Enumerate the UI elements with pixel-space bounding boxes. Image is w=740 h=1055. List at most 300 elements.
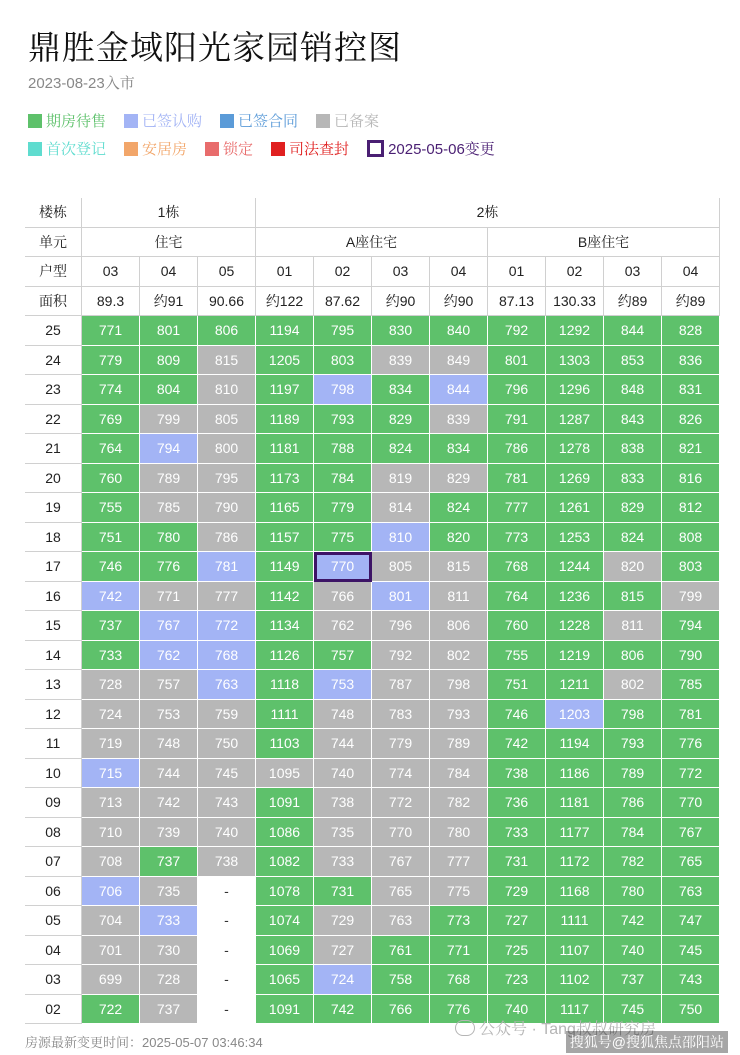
unit-cell: 834: [372, 375, 430, 405]
unit-cell: 735: [314, 818, 372, 848]
legend-item: [28, 110, 106, 131]
header-unit: A座住宅: [256, 228, 488, 258]
unit-cell: 1111: [256, 700, 314, 730]
unit-cell: 800: [198, 434, 256, 464]
legend-row-1: [28, 110, 397, 131]
unit-cell: 1165: [256, 493, 314, 523]
unit-cell: 755: [82, 493, 140, 523]
unit-cell: 777: [198, 582, 256, 612]
unit-cell: 815: [604, 582, 662, 612]
unit-cell: 781: [198, 552, 256, 582]
unit-cell: 745: [198, 759, 256, 789]
unit-cell: 808: [662, 523, 720, 553]
unit-cell: 745: [662, 936, 720, 966]
unit-cell: 699: [82, 965, 140, 995]
unit-cell: 819: [372, 464, 430, 494]
unit-cell: 1194: [256, 316, 314, 346]
unit-cell: 848: [604, 375, 662, 405]
unit-cell: 704: [82, 906, 140, 936]
unit-cell: 733: [314, 847, 372, 877]
header-area: 约91: [140, 287, 198, 317]
floor-label: 07: [25, 847, 82, 877]
unit-cell: 792: [372, 641, 430, 671]
unit-cell: 1177: [546, 818, 604, 848]
unit-cell: 746: [488, 700, 546, 730]
header-type: 04: [140, 257, 198, 287]
floor-label: 06: [25, 877, 82, 907]
color-swatch-icon: [271, 142, 285, 156]
header-type: 01: [488, 257, 546, 287]
floor-label: 24: [25, 346, 82, 376]
unit-cell: 760: [82, 464, 140, 494]
floor-label: 22: [25, 405, 82, 435]
unit-cell: 772: [662, 759, 720, 789]
header-area: 约89: [662, 287, 720, 317]
unit-cell: 739: [140, 818, 198, 848]
unit-cell: 810: [372, 523, 430, 553]
wechat-icon: [455, 1020, 475, 1036]
unit-cell: 830: [372, 316, 430, 346]
unit-cell: 776: [662, 729, 720, 759]
header-type: 03: [372, 257, 430, 287]
floor-label: 02: [25, 995, 82, 1025]
unit-cell: 816: [662, 464, 720, 494]
unit-cell: 1117: [546, 995, 604, 1025]
floor-label: 04: [25, 936, 82, 966]
unit-cell: 853: [604, 346, 662, 376]
unit-cell: 1103: [256, 729, 314, 759]
unit-cell: 798: [430, 670, 488, 700]
unit-cell: 779: [82, 346, 140, 376]
unit-cell: 744: [314, 729, 372, 759]
unit-cell: 766: [372, 995, 430, 1025]
unit-cell: 1296: [546, 375, 604, 405]
unit-cell: 770: [372, 818, 430, 848]
unit-cell: 799: [140, 405, 198, 435]
legend-item: [220, 110, 298, 131]
unit-cell: 785: [140, 493, 198, 523]
unit-cell: 792: [488, 316, 546, 346]
page-title: 鼎胜金域阳光家园销控图: [28, 29, 402, 66]
unit-cell: 738: [488, 759, 546, 789]
unit-cell: 765: [662, 847, 720, 877]
unit-cell: 802: [430, 641, 488, 671]
unit-cell: 790: [662, 641, 720, 671]
unit-cell: 784: [604, 818, 662, 848]
unit-cell: 772: [372, 788, 430, 818]
unit-cell: 1111: [546, 906, 604, 936]
unit-cell: 743: [662, 965, 720, 995]
floor-label: 05: [25, 906, 82, 936]
unit-cell: 829: [372, 405, 430, 435]
floor-label: 23: [25, 375, 82, 405]
unit-cell: 748: [314, 700, 372, 730]
unit-cell: 1278: [546, 434, 604, 464]
unit-cell: 1197: [256, 375, 314, 405]
unit-cell: 776: [430, 995, 488, 1025]
unit-cell: 753: [140, 700, 198, 730]
floor-label: 18: [25, 523, 82, 553]
unit-cell: 811: [604, 611, 662, 641]
unit-cell: 738: [198, 847, 256, 877]
unit-cell: 765: [372, 877, 430, 907]
floor-label: 20: [25, 464, 82, 494]
unit-cell: 1126: [256, 641, 314, 671]
unit-cell: 793: [314, 405, 372, 435]
last-update-time: 房源最新变更时间：2025-05-07 03:46:34: [25, 1035, 263, 1050]
legend-item: [271, 138, 349, 159]
legend-label: 已备案: [334, 113, 380, 130]
outline-swatch-icon: [367, 140, 384, 157]
header-area: 约90: [430, 287, 488, 317]
unit-cell: 789: [140, 464, 198, 494]
unit-cell: 751: [488, 670, 546, 700]
floor-label: 25: [25, 316, 82, 346]
unit-cell: 820: [604, 552, 662, 582]
unit-cell: 740: [198, 818, 256, 848]
unit-cell: 811: [430, 582, 488, 612]
sohu-watermark: 搜狐号@搜狐焦点邵阳站: [566, 1031, 728, 1053]
unit-cell: 775: [430, 877, 488, 907]
unit-cell: 763: [372, 906, 430, 936]
unit-cell: 733: [488, 818, 546, 848]
unit-cell: 768: [430, 965, 488, 995]
color-swatch-icon: [124, 114, 138, 128]
header-type: 01: [256, 257, 314, 287]
floor-label: 15: [25, 611, 82, 641]
unit-cell: 824: [430, 493, 488, 523]
unit-cell: 779: [372, 729, 430, 759]
unit-cell: 758: [372, 965, 430, 995]
unit-cell: 787: [372, 670, 430, 700]
legend-item: [124, 138, 187, 159]
unit-cell: 1134: [256, 611, 314, 641]
floor-label: 16: [25, 582, 82, 612]
color-swatch-icon: [316, 114, 330, 128]
unit-cell: 1149: [256, 552, 314, 582]
unit-cell: 812: [662, 493, 720, 523]
legend-item: [28, 138, 106, 159]
unit-cell: 1102: [546, 965, 604, 995]
floor-label: 21: [25, 434, 82, 464]
unit-cell: 729: [314, 906, 372, 936]
unit-cell: -: [198, 936, 256, 966]
unit-cell: 805: [198, 405, 256, 435]
header-type: 04: [430, 257, 488, 287]
header-type: 03: [604, 257, 662, 287]
unit-cell: 1086: [256, 818, 314, 848]
unit-cell: 791: [488, 405, 546, 435]
floor-label: 10: [25, 759, 82, 789]
unit-cell: 780: [604, 877, 662, 907]
header-type: 03: [82, 257, 140, 287]
unit-cell: 737: [140, 847, 198, 877]
header-area: 89.3: [82, 287, 140, 317]
unit-cell: 742: [314, 995, 372, 1025]
unit-cell: 786: [604, 788, 662, 818]
unit-cell: 1168: [546, 877, 604, 907]
floor-label: 09: [25, 788, 82, 818]
floor-label: 17: [25, 552, 82, 582]
unit-cell: 806: [198, 316, 256, 346]
legend-row-2: [28, 138, 513, 159]
unit-cell: 775: [314, 523, 372, 553]
header-building: 1栋: [82, 198, 256, 228]
unit-cell: 828: [662, 316, 720, 346]
unit-cell: 744: [140, 759, 198, 789]
unit-cell: 834: [430, 434, 488, 464]
unit-cell: 782: [430, 788, 488, 818]
unit-cell: 772: [198, 611, 256, 641]
unit-cell: 849: [430, 346, 488, 376]
unit-cell: 1189: [256, 405, 314, 435]
color-swatch-icon: [205, 142, 219, 156]
header-area: 约89: [604, 287, 662, 317]
unit-cell: 742: [82, 582, 140, 612]
unit-cell: 1186: [546, 759, 604, 789]
unit-cell: 815: [198, 346, 256, 376]
unit-cell: 1065: [256, 965, 314, 995]
unit-cell: 1157: [256, 523, 314, 553]
unit-cell: 786: [488, 434, 546, 464]
unit-cell: 789: [430, 729, 488, 759]
unit-cell: 829: [604, 493, 662, 523]
unit-cell: 706: [82, 877, 140, 907]
unit-cell: 795: [314, 316, 372, 346]
unit-cell: 735: [140, 877, 198, 907]
unit-cell: 820: [430, 523, 488, 553]
unit-cell: 844: [604, 316, 662, 346]
unit-cell: 737: [604, 965, 662, 995]
unit-cell: 802: [604, 670, 662, 700]
color-swatch-icon: [220, 114, 234, 128]
unit-cell: -: [198, 877, 256, 907]
unit-cell: 801: [488, 346, 546, 376]
unit-cell: 740: [314, 759, 372, 789]
unit-cell: 715: [82, 759, 140, 789]
unit-cell: 1107: [546, 936, 604, 966]
unit-cell: 1205: [256, 346, 314, 376]
unit-cell: 719: [82, 729, 140, 759]
unit-cell: 829: [430, 464, 488, 494]
unit-cell: 766: [314, 582, 372, 612]
unit-cell: 806: [430, 611, 488, 641]
unit-cell: 763: [662, 877, 720, 907]
unit-cell: 779: [314, 493, 372, 523]
unit-cell: 840: [430, 316, 488, 346]
legend-label: 安居房: [142, 141, 188, 158]
unit-cell: 736: [488, 788, 546, 818]
legend-label: 已签合同: [238, 113, 299, 130]
unit-cell: 740: [488, 995, 546, 1025]
unit-cell: 1181: [546, 788, 604, 818]
unit-cell: 770: [662, 788, 720, 818]
unit-cell: 773: [488, 523, 546, 553]
unit-cell: 727: [488, 906, 546, 936]
unit-cell: 801: [372, 582, 430, 612]
unit-cell: 776: [140, 552, 198, 582]
unit-cell: 777: [430, 847, 488, 877]
unit-cell: 798: [604, 700, 662, 730]
unit-cell: 731: [314, 877, 372, 907]
unit-cell: 809: [140, 346, 198, 376]
header-building: 2栋: [256, 198, 720, 228]
unit-cell: 1253: [546, 523, 604, 553]
unit-cell: 1095: [256, 759, 314, 789]
unit-cell: 1173: [256, 464, 314, 494]
unit-cell: 774: [372, 759, 430, 789]
unit-cell: 760: [488, 611, 546, 641]
unit-cell: 810: [198, 375, 256, 405]
unit-cell: 844: [430, 375, 488, 405]
wechat-watermark-text: 公众号 · Tang叔叔研究房: [479, 1021, 656, 1038]
unit-cell: 794: [662, 611, 720, 641]
unit-cell: 1219: [546, 641, 604, 671]
unit-cell: 1078: [256, 877, 314, 907]
unit-cell: 789: [604, 759, 662, 789]
unit-cell: -: [198, 965, 256, 995]
unit-cell: 796: [488, 375, 546, 405]
unit-cell: 1091: [256, 788, 314, 818]
unit-cell: 742: [140, 788, 198, 818]
floor-label: 19: [25, 493, 82, 523]
unit-cell: 737: [140, 995, 198, 1025]
unit-cell: 1287: [546, 405, 604, 435]
unit-cell: 747: [662, 906, 720, 936]
unit-cell: 801: [140, 316, 198, 346]
unit-cell: 1082: [256, 847, 314, 877]
header-area-label: 面积: [25, 287, 82, 317]
unit-cell: 773: [430, 906, 488, 936]
unit-cell: 733: [82, 641, 140, 671]
floor-label: 14: [25, 641, 82, 671]
unit-cell: 745: [604, 995, 662, 1025]
unit-cell: 767: [662, 818, 720, 848]
unit-cell: 1069: [256, 936, 314, 966]
unit-cell: 753: [314, 670, 372, 700]
unit-cell: 1236: [546, 582, 604, 612]
unit-cell: 815: [430, 552, 488, 582]
unit-cell: 824: [604, 523, 662, 553]
unit-cell: 780: [140, 523, 198, 553]
legend-item: [367, 138, 495, 159]
unit-cell: 761: [372, 936, 430, 966]
header-area: 130.33: [546, 287, 604, 317]
unit-cell: 733: [140, 906, 198, 936]
unit-cell: 814: [372, 493, 430, 523]
unit-cell: 831: [662, 375, 720, 405]
unit-cell: 768: [488, 552, 546, 582]
unit-cell: 768: [198, 641, 256, 671]
unit-cell: 746: [82, 552, 140, 582]
unit-cell: 1118: [256, 670, 314, 700]
unit-cell: 764: [488, 582, 546, 612]
unit-cell: 782: [604, 847, 662, 877]
unit-cell: 821: [662, 434, 720, 464]
legend-item: [316, 110, 379, 131]
unit-cell: 777: [488, 493, 546, 523]
legend-item: [205, 138, 253, 159]
header-type: 02: [546, 257, 604, 287]
unit-cell: 1228: [546, 611, 604, 641]
unit-cell: 803: [314, 346, 372, 376]
header-type-label: 户型: [25, 257, 82, 287]
unit-cell: 701: [82, 936, 140, 966]
header-area: 87.62: [314, 287, 372, 317]
unit-cell: 742: [604, 906, 662, 936]
unit-cell: 771: [82, 316, 140, 346]
unit-cell: 788: [314, 434, 372, 464]
unit-cell: 728: [82, 670, 140, 700]
unit-cell: 1181: [256, 434, 314, 464]
color-swatch-icon: [28, 114, 42, 128]
unit-cell: 762: [140, 641, 198, 671]
unit-cell: 786: [198, 523, 256, 553]
header-type: 04: [662, 257, 720, 287]
unit-cell: 1203: [546, 700, 604, 730]
unit-cell: 1261: [546, 493, 604, 523]
unit-cell: 803: [662, 552, 720, 582]
unit-cell: 724: [314, 965, 372, 995]
unit-cell: 1172: [546, 847, 604, 877]
unit-cell: 836: [662, 346, 720, 376]
unit-cell: 1091: [256, 995, 314, 1025]
floor-label: 03: [25, 965, 82, 995]
unit-cell: 785: [662, 670, 720, 700]
unit-cell: 805: [372, 552, 430, 582]
unit-cell: 742: [488, 729, 546, 759]
legend-label: 已签认购: [142, 113, 203, 130]
unit-cell: 824: [372, 434, 430, 464]
unit-cell: 799: [662, 582, 720, 612]
unit-cell: 731: [488, 847, 546, 877]
legend-label: 首次登记: [46, 141, 107, 158]
unit-cell: 755: [488, 641, 546, 671]
unit-cell: 780: [430, 818, 488, 848]
unit-cell: 796: [372, 611, 430, 641]
unit-cell: -: [198, 906, 256, 936]
legend-label: 锁定: [223, 141, 254, 158]
floor-label: 08: [25, 818, 82, 848]
unit-cell: 743: [198, 788, 256, 818]
unit-cell: 1194: [546, 729, 604, 759]
unit-cell: 771: [140, 582, 198, 612]
legend-item: [124, 110, 202, 131]
unit-cell: 724: [82, 700, 140, 730]
unit-cell: 838: [604, 434, 662, 464]
unit-cell: 722: [82, 995, 140, 1025]
unit-cell: 737: [82, 611, 140, 641]
unit-cell: 1074: [256, 906, 314, 936]
unit-cell: 1292: [546, 316, 604, 346]
header-area: 90.66: [198, 287, 256, 317]
unit-cell: 729: [488, 877, 546, 907]
header-unit: B座住宅: [488, 228, 720, 258]
unit-cell: 826: [662, 405, 720, 435]
unit-cell: 784: [430, 759, 488, 789]
unit-cell: 1211: [546, 670, 604, 700]
unit-cell: 1142: [256, 582, 314, 612]
legend-label: 司法查封: [289, 141, 350, 158]
unit-cell: 793: [604, 729, 662, 759]
unit-cell: 723: [488, 965, 546, 995]
unit-cell: 708: [82, 847, 140, 877]
unit-cell: 727: [314, 936, 372, 966]
color-swatch-icon: [124, 142, 138, 156]
unit-cell: 843: [604, 405, 662, 435]
unit-cell: 795: [198, 464, 256, 494]
unit-cell: 804: [140, 375, 198, 405]
